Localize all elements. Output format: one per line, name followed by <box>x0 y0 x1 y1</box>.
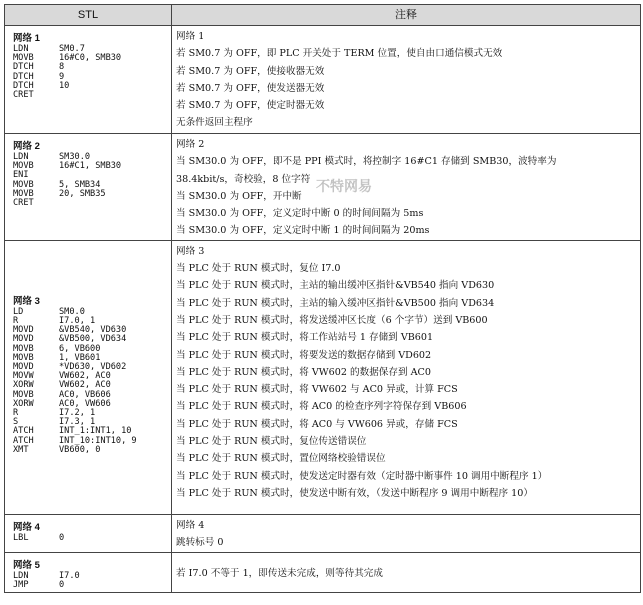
operand: VW602, AC0 <box>59 380 111 391</box>
operand: VW602, AC0 <box>59 371 111 382</box>
note-line: 当 PLC 处于 RUN 模式时，主站的输入缓冲区指针&VB500 指向 VD634 <box>176 297 495 309</box>
opcode: MOVB <box>13 389 34 400</box>
note-line: 当 PLC 处于 RUN 模式时，将工作站站号 1 存储到 VB601 <box>176 332 434 344</box>
note-line: 当 PLC 处于 RUN 模式时，将发送缓冲区长度（6 个字节）送到 VB600 <box>176 314 488 326</box>
opcode: LDN <box>13 44 29 54</box>
stl-cell <box>5 134 172 241</box>
operand: 6, VB600 <box>59 343 101 354</box>
code-line <box>13 91 165 100</box>
operand: I7.0, 1 <box>59 315 96 326</box>
opcode: DTCH <box>13 71 34 82</box>
opcode: MOVB <box>13 352 34 363</box>
operand: INT_10:INT10, 9 <box>59 435 137 446</box>
opcode: MOVD <box>13 362 34 372</box>
operand: 1, VB601 <box>59 352 101 363</box>
opcode: XORW <box>13 380 34 391</box>
note-line: 当 PLC 处于 RUN 模式时，将 AC0 与 VW606 异或，存储 FCS <box>176 418 458 430</box>
note-line: 当 PLC 处于 RUN 模式时，复位 I7.0 <box>176 263 341 275</box>
note-line: 当 SM30.0 为 OFF，定义定时中断 1 的时间间隔为 20ms <box>176 225 430 237</box>
operand: 0 <box>59 532 65 543</box>
opcode: MOVB <box>13 179 34 190</box>
code-line <box>13 82 165 91</box>
opcode: CRET <box>13 90 34 101</box>
operand: 10 <box>59 80 70 91</box>
operand: 8 <box>59 62 65 73</box>
operand: 16#C1, SMB30 <box>59 161 122 172</box>
note-line: 若 I7.0 不等于 1，即传送未完成，则等待其完成 <box>176 567 383 579</box>
code-line <box>13 446 165 455</box>
opcode: DTCH <box>13 62 34 73</box>
network-label: 网络 1 <box>13 33 40 44</box>
stl-code <box>13 45 165 100</box>
network-row-5 <box>5 552 641 592</box>
note-line: 38.4kbit/s，奇校验，8 位字符 <box>176 173 311 185</box>
stl-code <box>13 153 165 208</box>
note-line: 若 SM0.7 为 OFF，使发送器无效 <box>176 82 325 94</box>
opcode: LBL <box>13 532 29 543</box>
code-line <box>13 190 165 199</box>
stl-code <box>13 572 165 590</box>
code-line <box>13 199 165 208</box>
note-line: 当 PLC 处于 RUN 模式时，将 VW602 与 AC0 异或，计算 FCS <box>176 384 458 396</box>
operand: SM0.7 <box>59 44 85 54</box>
code-line <box>13 63 165 72</box>
network-row-3 <box>5 240 641 514</box>
opcode: XMT <box>13 444 29 455</box>
operand: 9 <box>59 71 65 82</box>
opcode: CRET <box>13 198 34 209</box>
note-line: 当 PLC 处于 RUN 模式时，置位网络校验错误位 <box>176 453 386 465</box>
opcode: MOVB <box>13 343 34 354</box>
opcode: R <box>13 408 19 419</box>
opcode: ATCH <box>13 426 34 437</box>
opcode: ENI <box>13 170 29 181</box>
note-line: 无条件返回主程序 <box>176 117 253 129</box>
operand: AC0, VW606 <box>59 398 111 409</box>
operand: 0 <box>59 579 65 590</box>
header-row <box>5 5 641 26</box>
code-line <box>13 534 165 543</box>
note-line: 网络 1 <box>176 31 205 42</box>
note-line: 当 PLC 处于 RUN 模式时，使发送中断有效，（发送中断程序 9 调用中断程序 10） <box>176 487 533 499</box>
network-label: 网络 3 <box>13 295 40 307</box>
note-cell <box>172 552 641 592</box>
watermark: 不特网易 <box>316 178 372 194</box>
stl-cell <box>5 26 172 134</box>
opcode: XORW <box>13 398 34 409</box>
code-line <box>13 572 165 581</box>
note-line: 当 SM30.0 为 OFF，定义定时中断 0 的时间间隔为 5ms <box>176 208 424 220</box>
note-line: 网络 3 <box>176 245 205 257</box>
operand: &VB500, VD634 <box>59 334 127 345</box>
network-label: 网络 4 <box>13 521 40 533</box>
note-line: 当 PLC 处于 RUN 模式时，将 AC0 的检查序列字符保存到 VB606 <box>176 401 467 413</box>
stl-column-header: STL <box>5 5 172 26</box>
note-line: 若 SM0.7 为 OFF，即 PLC 开关处于 TERM 位置，使自由口通信模式无效 <box>176 48 503 60</box>
operand: 16#C0, SMB30 <box>59 53 122 64</box>
operand: 20, SMB35 <box>59 188 106 199</box>
operand: *VD630, VD602 <box>59 362 127 372</box>
network-row-4 <box>5 514 641 552</box>
code-line <box>13 73 165 82</box>
note-column-header: 注释 <box>172 5 641 26</box>
note-line: 当 SM30.0 为 OFF，即不是 PPI 模式时，将控制字 16#C1 存储到 SMB30，波特率为 <box>176 156 557 168</box>
operand: I7.0 <box>59 570 80 581</box>
opcode: MOVW <box>13 371 34 382</box>
stl-code <box>13 308 165 455</box>
stl-code <box>13 534 165 543</box>
note-line: 网络 4 <box>176 519 205 531</box>
opcode: MOVB <box>13 188 34 199</box>
operand: INT_1:INT1, 10 <box>59 426 132 437</box>
code-line <box>13 581 165 590</box>
note-line: 当 PLC 处于 RUN 模式时，复位传送错误位 <box>176 436 367 448</box>
note-cell <box>172 514 641 552</box>
network-label: 网络 2 <box>13 141 40 152</box>
note-cell <box>172 240 641 514</box>
network-row-1 <box>5 26 641 134</box>
stl-cell <box>5 514 172 552</box>
note-line: 当 PLC 处于 RUN 模式时，将要发送的数据存储到 VD602 <box>176 349 432 361</box>
network-label: 网络 5 <box>13 559 40 571</box>
code-line <box>13 162 165 171</box>
opcode: S <box>13 417 19 428</box>
opcode: R <box>13 315 19 326</box>
note-line: 若 SM0.7 为 OFF，使接收器无效 <box>176 65 325 77</box>
operand: AC0, VB606 <box>59 389 111 400</box>
opcode: MOVD <box>13 334 34 345</box>
opcode: LDN <box>13 570 29 581</box>
note-line: 当 PLC 处于 RUN 模式时，使发送定时器有效（定时器中断事件 10 调用中断程序 1） <box>176 470 548 482</box>
opcode: ATCH <box>13 435 34 446</box>
code-line <box>13 54 165 63</box>
note-cell <box>172 134 641 241</box>
opcode: LD <box>13 306 24 317</box>
operand: VB600, 0 <box>59 444 101 455</box>
note-line: 当 PLC 处于 RUN 模式时，主站的输出缓冲区指针&VB540 指向 VD630 <box>176 280 495 292</box>
stl-table <box>4 4 641 593</box>
opcode: MOVD <box>13 325 34 336</box>
opcode: MOVB <box>13 53 34 64</box>
operand: I7.3, 1 <box>59 417 96 428</box>
note-cell <box>172 26 641 134</box>
operand: &VB540, VD630 <box>59 325 127 336</box>
opcode: LDN <box>13 152 29 162</box>
operand: 5, SMB34 <box>59 179 101 190</box>
opcode: DTCH <box>13 80 34 91</box>
note-line: 当 PLC 处于 RUN 模式时，将 VW602 的数据保存到 AC0 <box>176 366 432 378</box>
note-line: 网络 2 <box>176 139 205 150</box>
opcode: JMP <box>13 579 29 590</box>
stl-cell <box>5 552 172 592</box>
operand: I7.2, 1 <box>59 408 96 419</box>
operand: SM0.0 <box>59 306 85 317</box>
operand: SM30.0 <box>59 152 91 162</box>
note-line: 若 SM0.7 为 OFF，使定时器无效 <box>176 100 325 112</box>
note-line: 跳转标号 0 <box>176 537 224 549</box>
note-line: 当 SM30.0 为 OFF，开中断 <box>176 190 302 202</box>
stl-cell <box>5 240 172 514</box>
opcode: MOVB <box>13 161 34 172</box>
